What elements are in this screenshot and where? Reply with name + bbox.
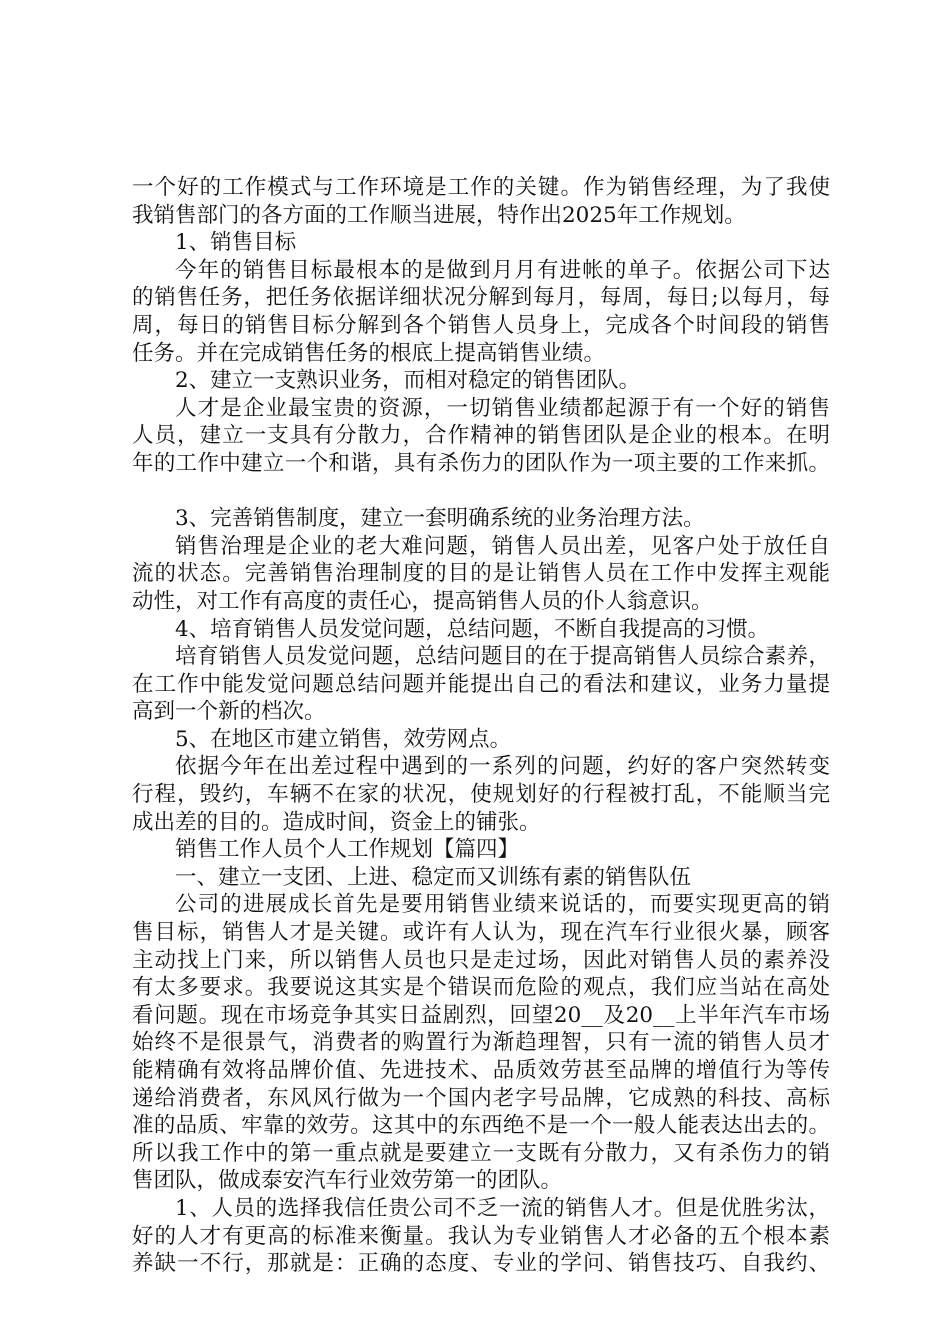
text-line: 公司的进展成长首先是要用销售业绩来说话的，而要实现更高的销 xyxy=(175,892,830,918)
text-line: 年的工作中建立一个和谐，具有杀伤力的团队作为一项主要的工作来抓。 xyxy=(132,450,830,476)
text-line: 养缺一不行，那就是：正确的态度、专业的学问、销售技巧、自我约、 xyxy=(132,1251,830,1277)
text-line: 今年的销售目标最根本的是做到月月有进帐的单子。依据公司下达 xyxy=(175,257,830,283)
text-line: 在工作中能发觉问题总结问题并能提出自己的看法和建议，业务力量提 xyxy=(132,671,830,697)
text-line: 售团队，做成泰安汽车行业效劳第一的团队。 xyxy=(132,1168,563,1194)
text-line: 准的品质、牢靠的效劳。这其中的东西绝不是一个一般人能表达出去的。 xyxy=(132,1113,830,1139)
text-line: 4、培育销售人员发觉问题，总结问题，不断自我提高的习惯。 xyxy=(175,616,770,642)
text-line: 成出差的目的。造成时间，资金上的铺张。 xyxy=(132,809,541,835)
text-line: 3、完善销售制度，建立一套明确系统的业务治理方法。 xyxy=(175,506,705,532)
text-line: 的销售任务，把任务依据详细状况分解到每月，每周，每日;以每月，每 xyxy=(132,285,830,311)
text-line: 有太多要求。我要说这其实是个错误而危险的观点，我们应当站在高处 xyxy=(132,975,830,1001)
text-line: 行程，毁约，车辆不在家的状况，使规划好的行程被打乱，不能顺当完 xyxy=(132,782,830,808)
text-line: 所以我工作中的第一重点就是要建立一支既有分散力，又有杀伤力的销 xyxy=(132,1140,830,1166)
text-line: 始终不是很景气，消费者的购置行为渐趋理智，只有一流的销售人员才 xyxy=(132,1030,830,1056)
text-line: 5、在地区市建立销售，效劳网点。 xyxy=(175,726,512,752)
text-line: 售目标，销售人才是关键。或许有人认为，现在汽车行业很火暴，顾客 xyxy=(132,920,830,946)
text-line: 2、建立一支熟识业务，而相对稳定的销售团队。 xyxy=(175,368,641,394)
text-line: 主动找上门来，所以销售人员也只是走过场，因此对销售人员的素养没 xyxy=(132,947,830,973)
blank-line xyxy=(132,478,830,506)
text-line: 人员，建立一支具有分散力，合作精神的销售团队是企业的根本。在明 xyxy=(132,423,830,449)
text-line: 销售治理是企业的老大难问题，销售人员出差，见客户处于放任自 xyxy=(175,533,830,559)
text-line: 看问题。现在市场竞争其实日益剧烈，回望20__及20__上半年汽车市场 xyxy=(132,1002,830,1028)
text-line: 我销售部门的各方面的工作顺当进展，特作出2025年工作规划。 xyxy=(132,202,746,228)
text-line: 1、销售目标 xyxy=(175,230,297,256)
text-line: 销售工作人员个人工作规划【篇四】 xyxy=(175,837,520,863)
text-line: 依据今年在出差过程中遇到的一系列的问题，约好的客户突然转变 xyxy=(175,754,830,780)
document-body xyxy=(132,174,830,1278)
text-line: 培育销售人员发觉问题，总结问题目的在于提高销售人员综合素养， xyxy=(175,644,830,670)
text-line: 动性，对工作有高度的责任心，提高销售人员的仆人翁意识。 xyxy=(132,588,713,614)
text-line: 任务。并在完成销售任务的根底上提高销售业绩。 xyxy=(132,340,606,366)
text-line: 人才是企业最宝贵的资源，一切销售业绩都起源于有一个好的销售 xyxy=(175,395,830,421)
text-line: 周，每日的销售目标分解到各个销售人员身上，完成各个时间段的销售 xyxy=(132,312,830,338)
text-line: 一、建立一支团、上进、稳定而又训练有素的销售队伍 xyxy=(175,864,692,890)
text-line: 高到一个新的档次。 xyxy=(132,699,326,725)
text-line: 好的人才有更高的标准来衡量。我认为专业销售人才必备的五个根本素 xyxy=(132,1223,830,1249)
text-line: 一个好的工作模式与工作环境是工作的关键。作为销售经理，为了我使 xyxy=(132,175,830,200)
text-line: 1、人员的选择我信任贵公司不乏一流的销售人才。但是优胜劣汰， xyxy=(175,1195,830,1221)
text-line: 递给消费者，东风风行做为一个国内老字号品牌，它成熟的科技、高标 xyxy=(132,1085,830,1111)
text-line: 能精确有效将品牌价值、先进技术、品质效劳甚至品牌的增值行为等传 xyxy=(132,1058,830,1083)
text-line: 流的状态。完善销售治理制度的目的是让销售人员在工作中发挥主观能 xyxy=(132,561,830,587)
